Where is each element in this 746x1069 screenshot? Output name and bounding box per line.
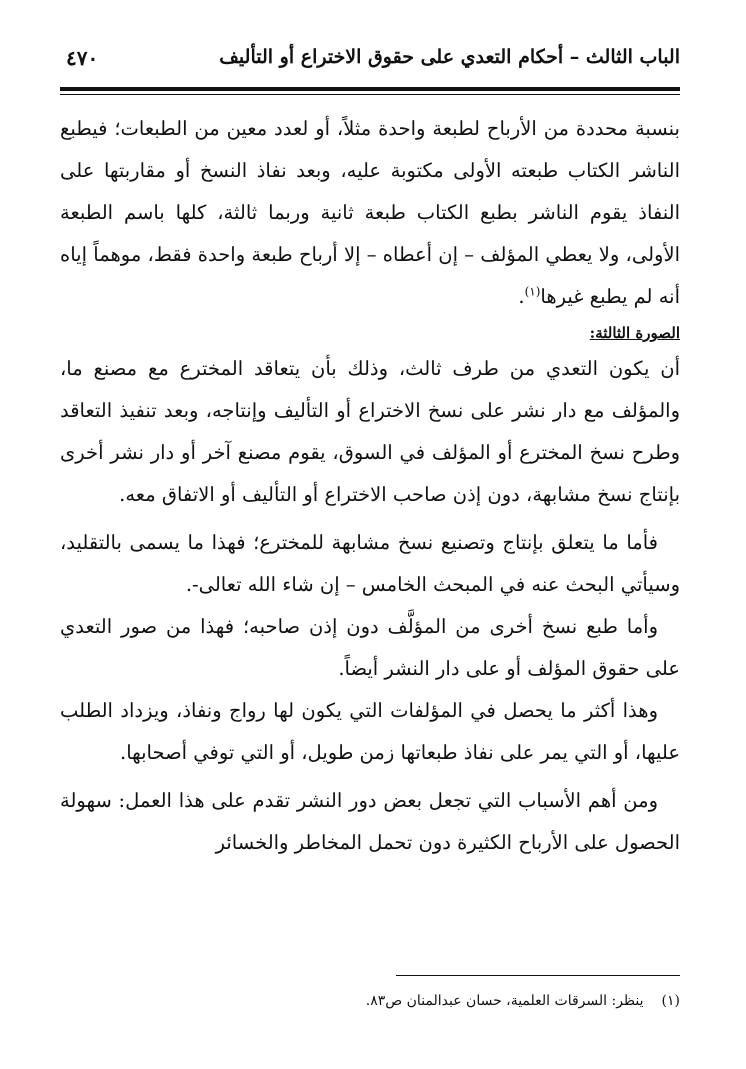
footnote: [60, 990, 680, 1012]
page-number: ٤٧٠: [66, 46, 99, 70]
footnote-number: (١): [661, 993, 680, 1009]
paragraph-1-end: .: [518, 285, 525, 308]
paragraph-1: [60, 108, 680, 318]
paragraph-4: وأما طبع نسخ أخرى من المؤلَّف دون إذن صاحبه؛ فهذا من صور التعدي على حقوق المؤلف أو على دار النشر أيضاً.: [60, 615, 680, 680]
main-text: [60, 108, 680, 864]
paragraph-6: ومن أهم الأسباب التي تجعل بعض دور النشر تقدم على هذا العمل: سهولة الحصول على الأرباح الكثيرة دون تحمل المخاطر والخسائر: [60, 789, 680, 854]
paragraph-2: أن يكون التعدي من طرف ثالث، وذلك بأن يتعاقد المخترع مع مصنع ما، والمؤلف مع دار نشر على نسخ الاختراع أو التأليف وإنتاجه، وبعد تنفيذ التعاقد وطرح نسخ المخترع أو المؤلف في السوق، يقوم مصنع آخر أو دار نشر أخرى بإنتاج نسخ مشابهة، دون إذن صاحب الاختراع أو التأليف أو الاتفاق معه.: [60, 357, 680, 506]
chapter-title: الباب الثالث – أحكام التعدي على حقوق الاختراع أو التأليف: [219, 46, 680, 68]
footnote-separator: [396, 975, 680, 976]
paragraph-5: وهذا أكثر ما يحصل في المؤلفات التي يكون لها رواج ونفاذ، ويزداد الطلب عليها، أو التي يمر على نفاذ طبعاتها زمن طويل، أو التي توفي أصحابها.: [60, 699, 680, 764]
running-header: [60, 40, 680, 84]
header-rule-thin: [60, 94, 680, 95]
section-heading: الصورة الثالثة:: [589, 324, 680, 342]
header-rule-thick: [60, 87, 680, 91]
footnote-reference: (١): [524, 284, 541, 299]
paragraph-1-text: بنسبة محددة من الأرباح لطبعة واحدة مثلاً، أو لعدد معين من الطبعات؛ فيطبع الناشر الكتاب طبعته الأولى مكتوبة عليه، وبعد نفاذ النسخ أو مقاربتها على النفاذ يقوم الناشر بطبع الكتاب طبعة ثانية وربما ثالثة، كلها باسم الطبعة الأولى، ولا يعطي المؤلف – إن أعطاه – إلا أرباح طبعة واحدة فقط، موهماً إياه أنه لم يطبع غيرها: [60, 117, 680, 308]
footnote-text: ينظر: السرقات العلمية، حسان عبدالمنان ص٨٣.: [365, 993, 644, 1009]
paragraph-3: فأما ما يتعلق بإنتاج وتصنيع نسخ مشابهة للمخترع؛ فهذا ما يسمى بالتقليد، وسيأتي البحث عنه في المبحث الخامس – إن شاء الله تعالى-.: [60, 531, 680, 596]
